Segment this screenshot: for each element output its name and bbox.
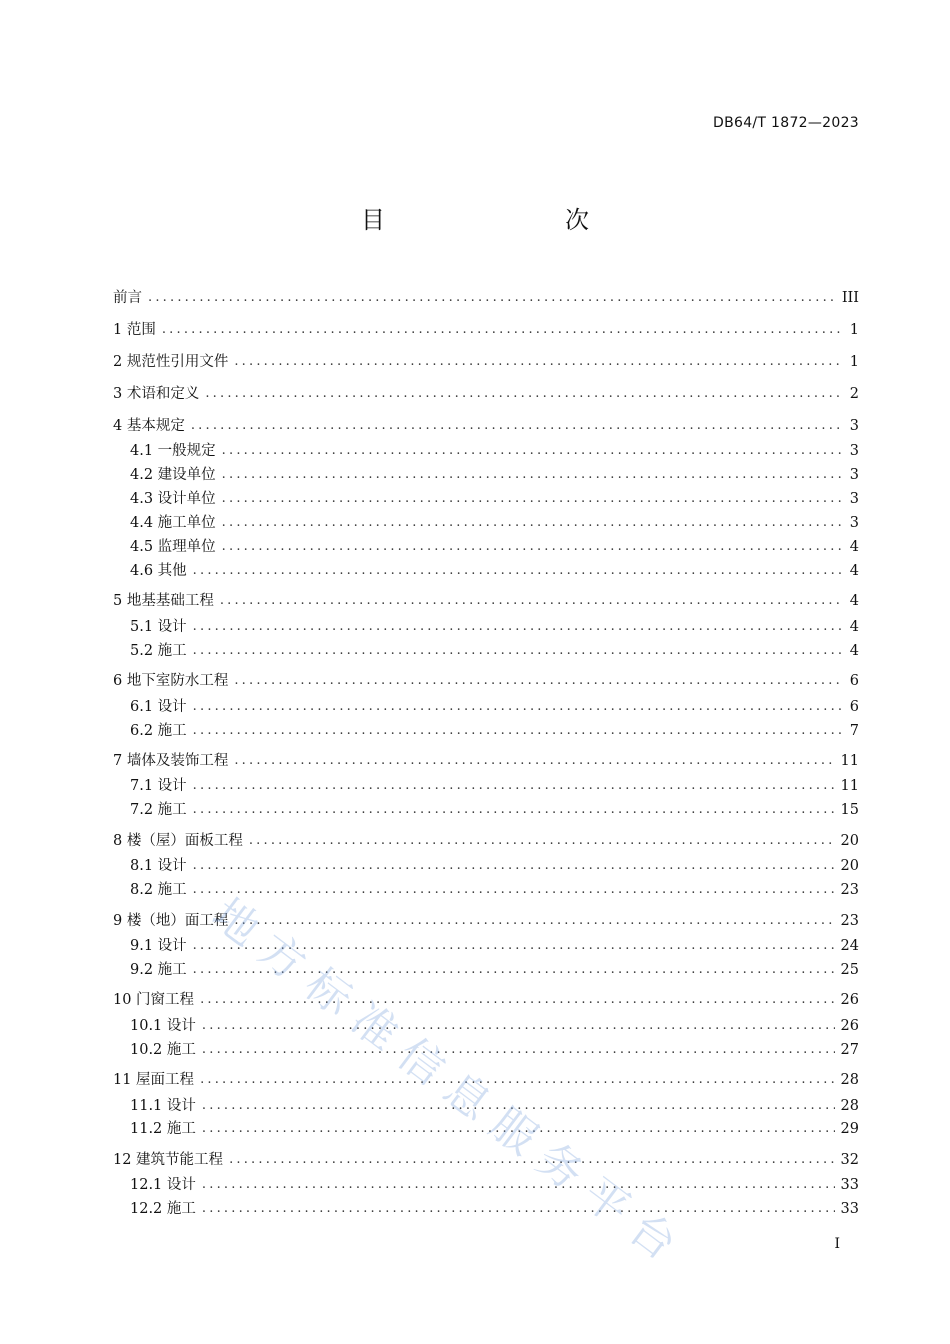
toc-leader-dots	[220, 590, 844, 612]
toc-entry-label: 10.1 设计	[130, 1018, 196, 1034]
toc-entry-label: 4.1 一般规定	[130, 443, 216, 459]
toc-entry[interactable]	[113, 830, 859, 852]
toc-entry[interactable]	[113, 989, 859, 1011]
toc-entry-page: 1	[849, 354, 859, 370]
toc-entry-page: 28	[840, 1072, 859, 1088]
toc-entry-label: 7.2 施工	[130, 802, 187, 818]
toc-entry[interactable]	[113, 351, 859, 373]
toc-entry[interactable]	[113, 590, 859, 612]
toc-entry[interactable]	[113, 775, 859, 797]
toc-leader-dots	[202, 1039, 835, 1061]
toc-entry-label: 1 范围	[113, 322, 156, 338]
toc-entry[interactable]	[113, 959, 859, 981]
toc-leader-dots	[193, 560, 844, 582]
toc-entry-label: 9.2 施工	[130, 962, 187, 978]
toc-entry[interactable]	[113, 560, 859, 582]
toc-entry-page: 32	[840, 1152, 859, 1168]
toc-leader-dots	[148, 287, 836, 309]
toc-leader-dots	[205, 383, 843, 405]
toc-entry-label: 12 建筑节能工程	[113, 1152, 224, 1168]
toc-leader-dots	[222, 440, 844, 462]
page-title: 目 次	[361, 206, 633, 234]
toc-entry-page: 3	[849, 418, 859, 434]
toc-entry[interactable]	[113, 464, 859, 486]
toc-entry-page: 20	[840, 833, 859, 849]
toc-entry[interactable]	[113, 1174, 859, 1196]
toc-entry-page: 6	[849, 699, 859, 715]
toc-entry-label: 11.1 设计	[130, 1098, 196, 1114]
toc-entry-label: 5.1 设计	[130, 619, 187, 635]
toc-leader-dots	[162, 319, 844, 341]
toc-entry-label: 8 楼（屋）面板工程	[113, 833, 243, 849]
toc-leader-dots	[193, 616, 844, 638]
toc-leader-dots	[191, 415, 844, 437]
toc-entry-page: 23	[840, 882, 859, 898]
toc-entry-page: 4	[849, 563, 859, 579]
toc-leader-dots	[193, 855, 835, 877]
toc-entry-label: 5 地基基础工程	[113, 593, 214, 609]
toc-entry[interactable]	[113, 1149, 859, 1171]
toc-entry-label: 12.2 施工	[130, 1201, 196, 1217]
toc-entry-label: 12.1 设计	[130, 1177, 196, 1193]
toc-entry-label: 4.6 其他	[130, 563, 187, 579]
toc-entry-page: 7	[849, 723, 859, 739]
toc-leader-dots	[222, 488, 844, 510]
toc-entry-label: 4.4 施工单位	[130, 515, 216, 531]
toc-entry-label: 3 术语和定义	[113, 386, 200, 402]
watermark: 地方标准信息服务平台	[202, 888, 697, 1279]
toc-entry[interactable]	[113, 696, 859, 718]
toc-entry-label: 7 墙体及装饰工程	[113, 753, 229, 769]
toc-entry[interactable]	[113, 383, 859, 405]
toc-entry-page: 3	[849, 467, 859, 483]
page-number: I	[834, 1236, 840, 1252]
toc-entry-label: 6.1 设计	[130, 699, 187, 715]
standard-code: DB64/T 1872—2023	[713, 115, 859, 131]
toc-entry-page: 4	[849, 619, 859, 635]
toc-leader-dots	[222, 512, 844, 534]
toc-entry[interactable]	[113, 415, 859, 437]
toc-entry-page: 3	[849, 515, 859, 531]
toc-entry-label: 6 地下室防水工程	[113, 673, 229, 689]
toc-entry[interactable]	[113, 512, 859, 534]
toc-entry-page: 23	[840, 913, 859, 929]
toc-entry-page: 27	[840, 1042, 859, 1058]
toc-entry-label: 10.2 施工	[130, 1042, 196, 1058]
toc-entry-page: 2	[849, 386, 859, 402]
toc-leader-dots	[222, 464, 844, 486]
toc-entry-label: 9.1 设计	[130, 938, 187, 954]
toc-entry-label: 4.2 建设单位	[130, 467, 216, 483]
toc-leader-dots	[234, 910, 834, 932]
toc-entry[interactable]	[113, 640, 859, 662]
toc-entry-label: 9 楼（地）面工程	[113, 913, 229, 929]
toc-entry[interactable]	[113, 670, 859, 692]
toc-entry[interactable]	[113, 1015, 859, 1037]
toc-entry-page: 25	[840, 962, 859, 978]
toc-entry-label: 2 规范性引用文件	[113, 354, 229, 370]
toc-leader-dots	[249, 830, 835, 852]
toc-entry-page: 24	[840, 938, 859, 954]
toc-entry[interactable]	[113, 536, 859, 558]
toc-leader-dots	[193, 879, 835, 901]
toc-entry-page: 11	[840, 778, 859, 794]
toc-entry-label: 10 门窗工程	[113, 992, 195, 1008]
toc-entry-label: 11 屋面工程	[113, 1072, 195, 1088]
toc-leader-dots	[193, 696, 844, 718]
toc-entry-label: 6.2 施工	[130, 723, 187, 739]
toc-entry-label: 8.1 设计	[130, 858, 187, 874]
toc-entry-page: 4	[849, 643, 859, 659]
toc-leader-dots	[200, 1069, 834, 1091]
toc-entry[interactable]	[113, 319, 859, 341]
toc-entry[interactable]	[113, 488, 859, 510]
toc-leader-dots	[202, 1015, 835, 1037]
toc-leader-dots	[234, 750, 834, 772]
toc-entry-page: 4	[849, 539, 859, 555]
toc-entry-page: 26	[840, 992, 859, 1008]
toc-leader-dots	[193, 720, 844, 742]
toc-entry[interactable]	[113, 750, 859, 772]
toc-entry[interactable]	[113, 720, 859, 742]
toc-entry-label: 4 基本规定	[113, 418, 185, 434]
toc-entry-label: 11.2 施工	[130, 1121, 196, 1137]
toc-entry-page: 11	[840, 753, 859, 769]
toc-entry[interactable]	[113, 616, 859, 638]
toc-entry[interactable]	[113, 799, 859, 821]
toc-entry[interactable]	[113, 1039, 859, 1061]
toc-entry-label: 4.3 设计单位	[130, 491, 216, 507]
toc-entry-page: 6	[849, 673, 859, 689]
toc-leader-dots	[222, 536, 844, 558]
toc-entry[interactable]	[113, 1198, 859, 1220]
toc-entry-label: 4.5 监理单位	[130, 539, 216, 555]
toc-leader-dots	[234, 670, 843, 692]
toc-entry[interactable]	[113, 287, 859, 309]
toc-entry-page: 29	[840, 1121, 859, 1137]
toc-entry-page: 4	[849, 593, 859, 609]
toc-entry[interactable]	[113, 879, 859, 901]
toc-leader-dots	[193, 799, 835, 821]
toc-entry-page: III	[841, 290, 859, 306]
toc-leader-dots	[202, 1174, 835, 1196]
toc-entry-page: 1	[849, 322, 859, 338]
toc-entry[interactable]	[113, 440, 859, 462]
toc-entry-label: 5.2 施工	[130, 643, 187, 659]
toc-entry-label: 7.1 设计	[130, 778, 187, 794]
toc-leader-dots	[202, 1198, 835, 1220]
toc-entry-page: 3	[849, 443, 859, 459]
toc-entry-label: 8.2 施工	[130, 882, 187, 898]
toc-entry-page: 15	[840, 802, 859, 818]
toc-leader-dots	[193, 640, 844, 662]
toc-entry-page: 20	[840, 858, 859, 874]
toc-leader-dots	[234, 351, 843, 373]
toc-entry[interactable]	[113, 855, 859, 877]
toc-entry-page: 33	[840, 1201, 859, 1217]
toc-entry-page: 3	[849, 491, 859, 507]
toc-leader-dots	[193, 775, 835, 797]
toc-entry-label: 前言	[113, 290, 142, 306]
toc-entry-page: 26	[840, 1018, 859, 1034]
toc-entry-page: 33	[840, 1177, 859, 1193]
toc-entry-page: 28	[840, 1098, 859, 1114]
